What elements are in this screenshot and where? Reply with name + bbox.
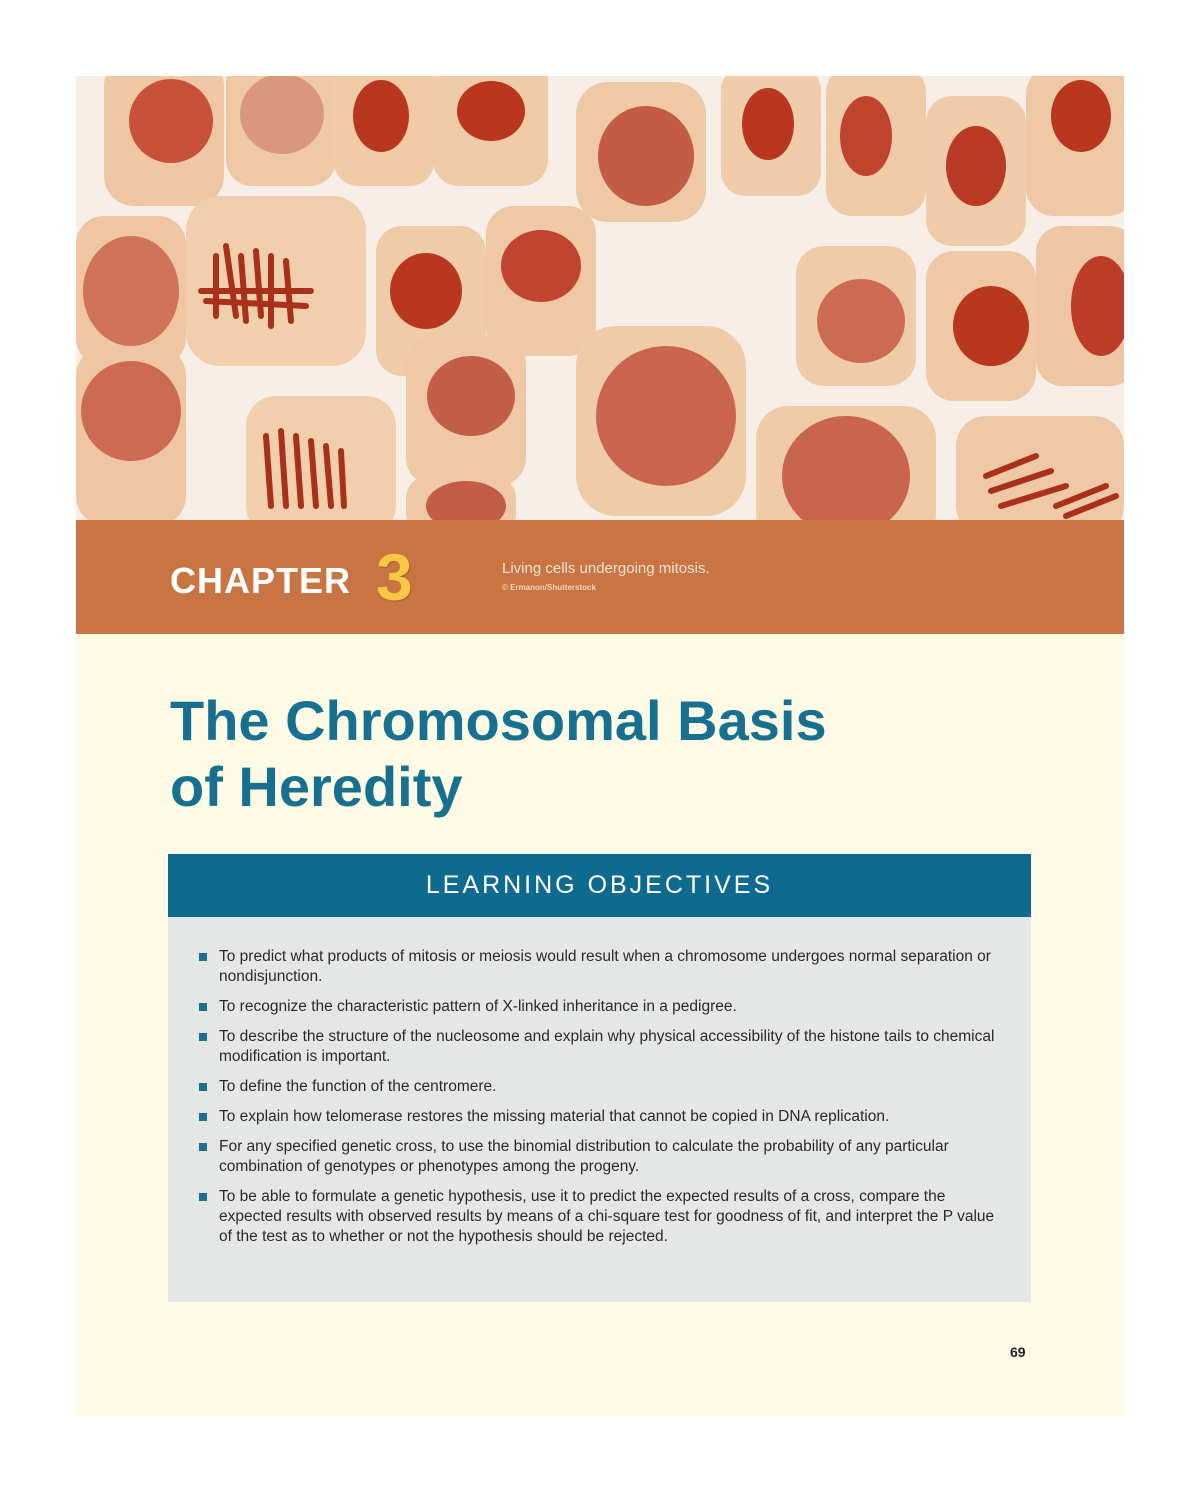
objective-text: For any specified genetic cross, to use the binomial distribution to calculate the probability of any particular combination of genotypes or phenotypes among the progeny. xyxy=(219,1138,949,1175)
photo-caption: Living cells undergoing mitosis. xyxy=(502,560,710,577)
objective-text: To describe the structure of the nucleosome and explain why physical accessibility of the histone tails to chemical modification is important. xyxy=(219,1028,995,1065)
chapter-label: CHAPTER xyxy=(170,560,352,601)
square-bullet-icon xyxy=(199,1033,207,1041)
chapter-title-line-1: The Chromosomal Basis xyxy=(170,689,827,752)
objective-item xyxy=(199,1107,995,1127)
chapter-number: 3 xyxy=(376,540,413,614)
objective-text: To define the function of the centromere. xyxy=(219,1078,497,1095)
square-bullet-icon xyxy=(199,953,207,961)
objective-text: To explain how telomerase restores the missing material that cannot be copied in DNA replication. xyxy=(219,1108,890,1125)
page-number: 69 xyxy=(1010,1344,1026,1360)
chapter-title-line-2: of Heredity xyxy=(170,755,463,818)
objective-text: To recognize the characteristic pattern of X-linked inheritance in a pedigree. xyxy=(219,998,737,1015)
square-bullet-icon xyxy=(199,1083,207,1091)
learning-objectives-list xyxy=(168,917,1031,1247)
square-bullet-icon xyxy=(199,1193,207,1201)
objective-item xyxy=(199,1027,995,1067)
chapter-title xyxy=(170,688,1030,820)
objective-text: To be able to formulate a genetic hypothesis, use it to predict the expected results of a cross, compare the expected results with observed results by means of a chi-square test for goodness of fit, and interpret the P value of the test as to whether or not the hypothesis should be rejected. xyxy=(219,1188,995,1245)
photo-credit: © Ermanon/Shutterstock xyxy=(502,583,596,592)
learning-objectives-heading: LEARNING OBJECTIVES xyxy=(168,854,1031,917)
square-bullet-icon xyxy=(199,1003,207,1011)
mitosis-micrograph xyxy=(76,76,1124,520)
learning-objectives-box xyxy=(168,854,1031,1302)
objective-text: To predict what products of mitosis or meiosis would result when a chromosome undergoes normal separation or nondisjunction. xyxy=(219,948,991,985)
objective-item xyxy=(199,1187,995,1247)
objective-item xyxy=(199,947,995,987)
objective-item xyxy=(199,1137,995,1177)
book-page xyxy=(76,76,1124,1416)
chapter-banner xyxy=(76,520,1124,634)
square-bullet-icon xyxy=(199,1143,207,1151)
cells-illustration xyxy=(76,76,1124,520)
square-bullet-icon xyxy=(199,1113,207,1121)
objective-item xyxy=(199,997,995,1017)
objective-item xyxy=(199,1077,995,1097)
